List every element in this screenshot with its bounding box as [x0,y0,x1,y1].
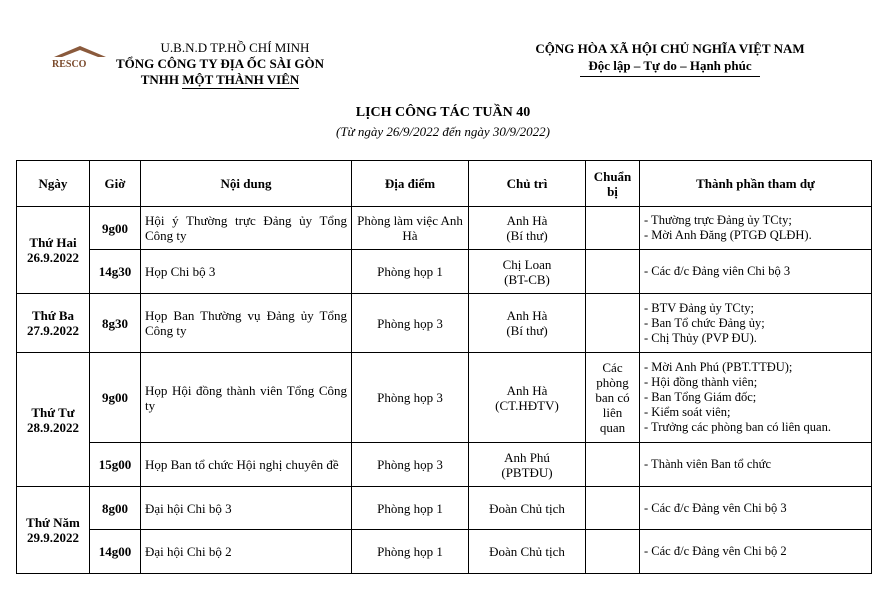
svg-text:RESCO: RESCO [52,59,87,69]
day-date: 29.9.2022 [27,530,79,545]
attendee-line: - Thành viên Ban tổ chức [644,457,771,471]
national-motto: Độc lập – Tự do – Hạnh phúc [580,57,759,77]
time-cell: 9g00 [90,353,141,443]
place-cell: Phòng họp 3 [352,294,469,353]
attendee-line: - Chị Thủy (PVP ĐU). [644,330,757,345]
time-cell: 15g00 [90,443,141,487]
attendee-line: - Ban Tổng Giám đốc; [644,390,757,404]
schedule-body [17,207,872,574]
prep-cell [586,530,640,574]
chair-cell [469,443,586,487]
prep-cell: Các phòng ban có liên quan [586,353,640,443]
chair-cell [469,487,586,530]
attendees-cell [640,207,872,250]
attendee-line: - Thường trực Đảng ủy TCty; [644,213,792,227]
attendee-line: - Mời Anh Phú (PBT.TTĐU); [644,360,793,374]
chair-cell [469,530,586,574]
content-cell: Đại hội Chi bộ 3 [141,487,352,530]
attendees-cell [640,250,872,294]
column-header-chair: Chủ trì [469,161,586,207]
chair-name: Anh Hà [506,213,548,228]
table-row [17,294,872,353]
table-row [17,353,872,443]
day-cell [17,294,90,353]
day-cell [17,487,90,574]
table-row [17,207,872,250]
schedule-table [16,160,872,574]
time-cell: 9g00 [90,207,141,250]
column-header-day: Ngày [17,161,90,207]
chair-cell [469,294,586,353]
day-name: Thứ Tư [31,404,75,420]
chair-name: Anh Hà [506,308,548,323]
attendees-cell [640,487,872,530]
table-row [17,443,872,487]
content-cell: Hội ý Thường trực Đảng ủy Tổng Công ty [141,207,352,250]
chair-role: (CT.HĐTV) [495,397,559,413]
place-cell: Phòng họp 1 [352,487,469,530]
column-header-place: Địa điểm [352,161,469,207]
place-cell: Phòng làm việc Anh Hà [352,207,469,250]
attendee-line: - Mời Anh Đăng (PTGĐ QLĐH). [644,228,812,242]
attendee-line: - Các đ/c Đảng vên Chi bộ 3 [644,500,787,515]
chair-cell [469,353,586,443]
table-row [17,530,872,574]
day-cell [17,207,90,294]
attendee-line: - Kiểm soát viên; [644,405,731,419]
document-title: LỊCH CÔNG TÁC TUẦN 40 [355,105,531,120]
day-cell [17,353,90,487]
column-header-content: Nội dung [141,161,352,207]
day-date: 27.9.2022 [27,323,79,338]
attendees-cell [640,294,872,353]
attendees-cell [640,443,872,487]
chair-name: Anh Hà [506,382,548,398]
prep-cell [586,443,640,487]
chair-cell [469,250,586,294]
attendee-line: - Hội đồng thành viên; [644,375,758,389]
content-cell: Họp Chi bộ 3 [141,250,352,294]
day-date: 26.9.2022 [27,250,79,265]
chair-role: (Bí thư) [506,323,548,338]
content-cell: Họp Ban tổ chức Hội nghị chuyên đề [141,443,352,487]
committee-name: U.B.N.D TP.HỒ CHÍ MINH [160,40,310,55]
prep-cell [586,250,640,294]
chair-name: Đoàn Chủ tịch [489,544,565,559]
chair-cell [469,207,586,250]
attendee-line: - Các đ/c Đảng viên Chi bộ 3 [644,264,791,278]
time-cell: 14g00 [90,530,141,574]
place-cell: Phòng họp 1 [352,530,469,574]
attendees-cell [640,353,872,443]
chair-role: (Bí thư) [506,228,548,243]
place-cell: Phòng họp 3 [352,353,469,443]
place-cell: Phòng họp 3 [352,443,469,487]
national-header [510,40,830,77]
day-name: Thứ Năm [26,515,80,530]
table-header-row [17,161,872,207]
chair-role: (BT-CB) [504,271,550,287]
day-date: 28.9.2022 [27,419,79,435]
time-cell: 14g30 [90,250,141,294]
time-cell: 8g00 [90,487,141,530]
chair-name: Anh Phú [504,449,550,465]
time-cell: 8g30 [90,294,141,353]
attendee-line: - BTV Đảng ủy TCty; [644,300,754,315]
table-row [17,250,872,294]
day-name: Thứ Ba [31,308,75,323]
content-cell: Họp Ban Thường vụ Đảng ủy Tổng Công ty [141,294,352,353]
company-name: TỔNG CÔNG TY ĐỊA ỐC SÀI GÒN [115,56,325,71]
company-type: TNHH MỘT THÀNH VIÊN [140,72,300,87]
attendee-line: - Các đ/c Đảng vên Chi bộ 2 [644,544,787,558]
content-cell: Họp Hội đồng thành viên Tổng Công ty [141,353,352,443]
document-subtitle: (Từ ngày 26/9/2022 đến ngày 30/9/2022) [336,124,550,139]
place-cell: Phòng họp 1 [352,250,469,294]
column-header-attendees: Thành phần tham dự [640,161,872,207]
table-row [17,487,872,530]
chair-role: (PBTĐU) [501,464,553,480]
content-cell: Đại hội Chi bộ 2 [141,530,352,574]
chair-name: Chị Loan [502,256,552,272]
national-title: CỘNG HÒA XÃ HỘI CHỦ NGHĨA VIỆT NAM [535,41,805,56]
organization-header [95,40,345,88]
column-header-prep: Chuẩn bị [586,161,640,207]
prep-cell [586,294,640,353]
attendee-line: - Ban Tổ chức Đảng ủy; [644,315,765,330]
prep-cell [586,487,640,530]
chair-name: Đoàn Chủ tịch [489,500,565,516]
attendee-line: - Trưởng các phòng ban có liên quan. [644,420,831,434]
attendees-cell [640,530,872,574]
column-header-time: Giờ [90,161,141,207]
prep-cell [586,207,640,250]
day-name: Thứ Hai [29,235,77,250]
